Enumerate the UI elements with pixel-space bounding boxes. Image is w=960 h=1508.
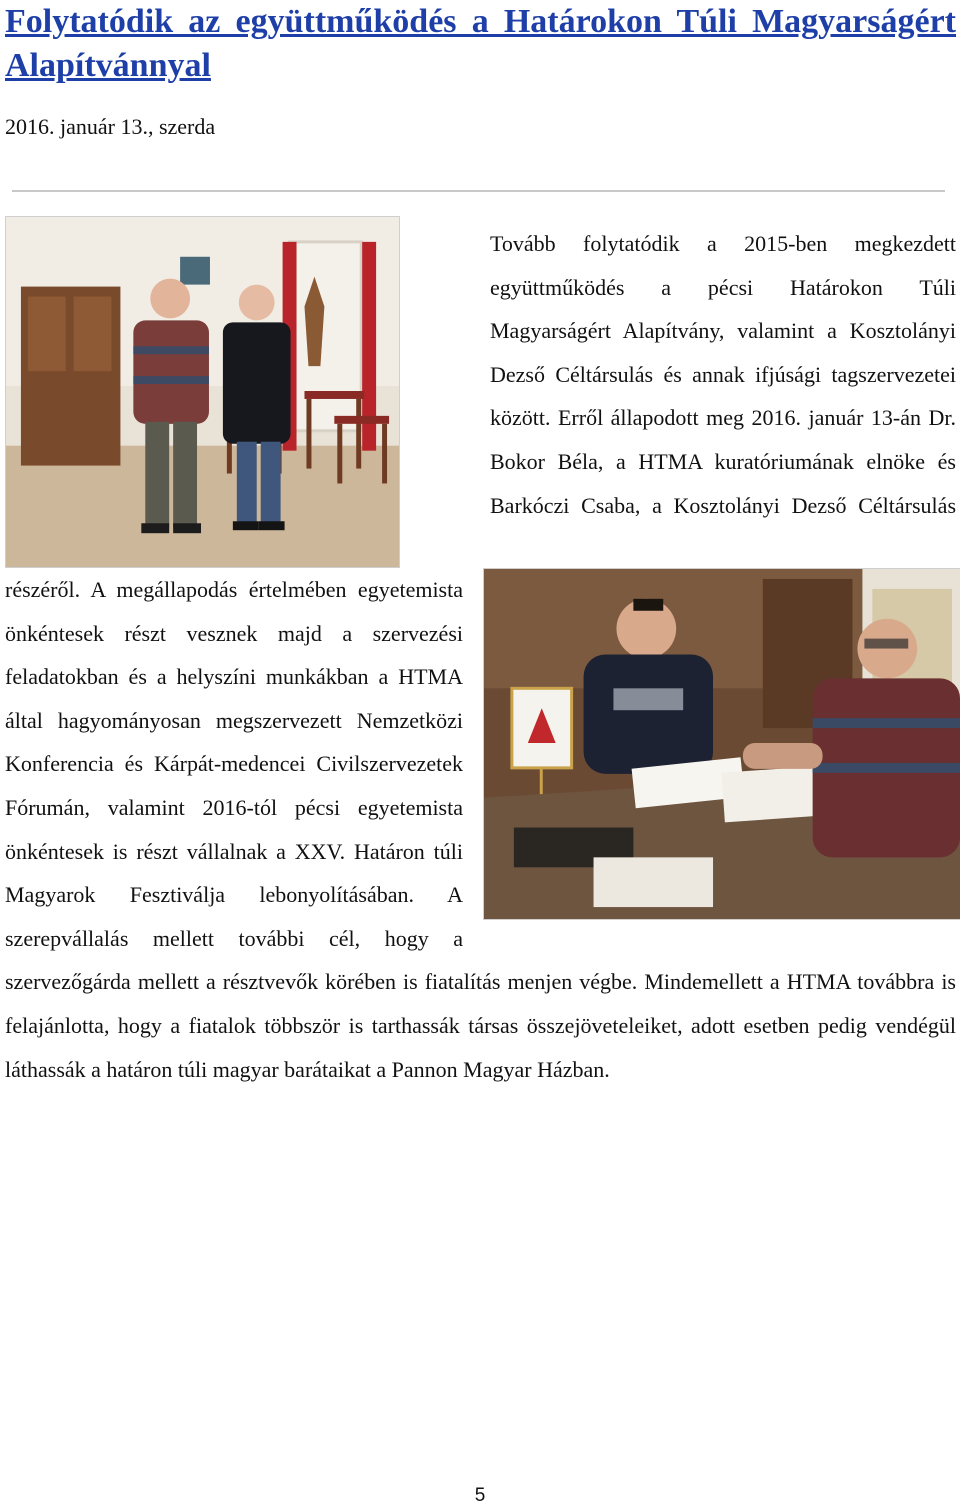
divider-line — [12, 190, 945, 192]
article-date: 2016. január 13., szerda — [5, 114, 216, 139]
photo-signing-agreement — [483, 568, 960, 920]
article-title-link[interactable]: Folytatódik az együttműködés a Határokon Túli Magyarságért Alapítvánnyal — [5, 3, 956, 84]
article-body-text: Tovább folytatódik a 2015-ben megkezdett együttműködés a pécsi Határokon Túli Magyarságért Alapítvány, valamint a Kosztolányi Dezső Céltársulás és annak ifjúsági tagszervezetei között. Erről állapodott meg 2016. január 13-án Dr. Bokor Béla, a HTMA kuratóriumának elnöke és Barkóczi Csaba, a Kosztolányi Dezső Céltársulás részéről. A megállapodás értelmében egyetemista önkéntesek részt vesznek majd a szervezési feladatokban és a helyszíni munkákban a HTMA által hagyományosan megszervezett Nemzetközi Konferencia és Kárpát-medencei Civilszervezetek Fórumán, valamint 2016-tól pécsi egyetemista önkéntesek is részt vállalnak a XXV. Határon túli Magyarok Fesztiválja lebonyolításában. A szerepvállalás mellett további cél, hogy a szervezőgárda mellett a résztvevők körében is fiatalítás menjen végbe. Mindemellett a HTMA továbbra is felajánlotta, hogy a fiatalok többször is tarthassák társas összejöveteleiket, adott esetben pedig vendégül láthassák a határon túli magyar barátaikat a Pannon Magyar Házban. — [5, 231, 956, 1082]
article-body — [5, 222, 956, 1091]
photo-two-men-standing — [5, 216, 400, 568]
page-number: 5 — [474, 1485, 486, 1506]
